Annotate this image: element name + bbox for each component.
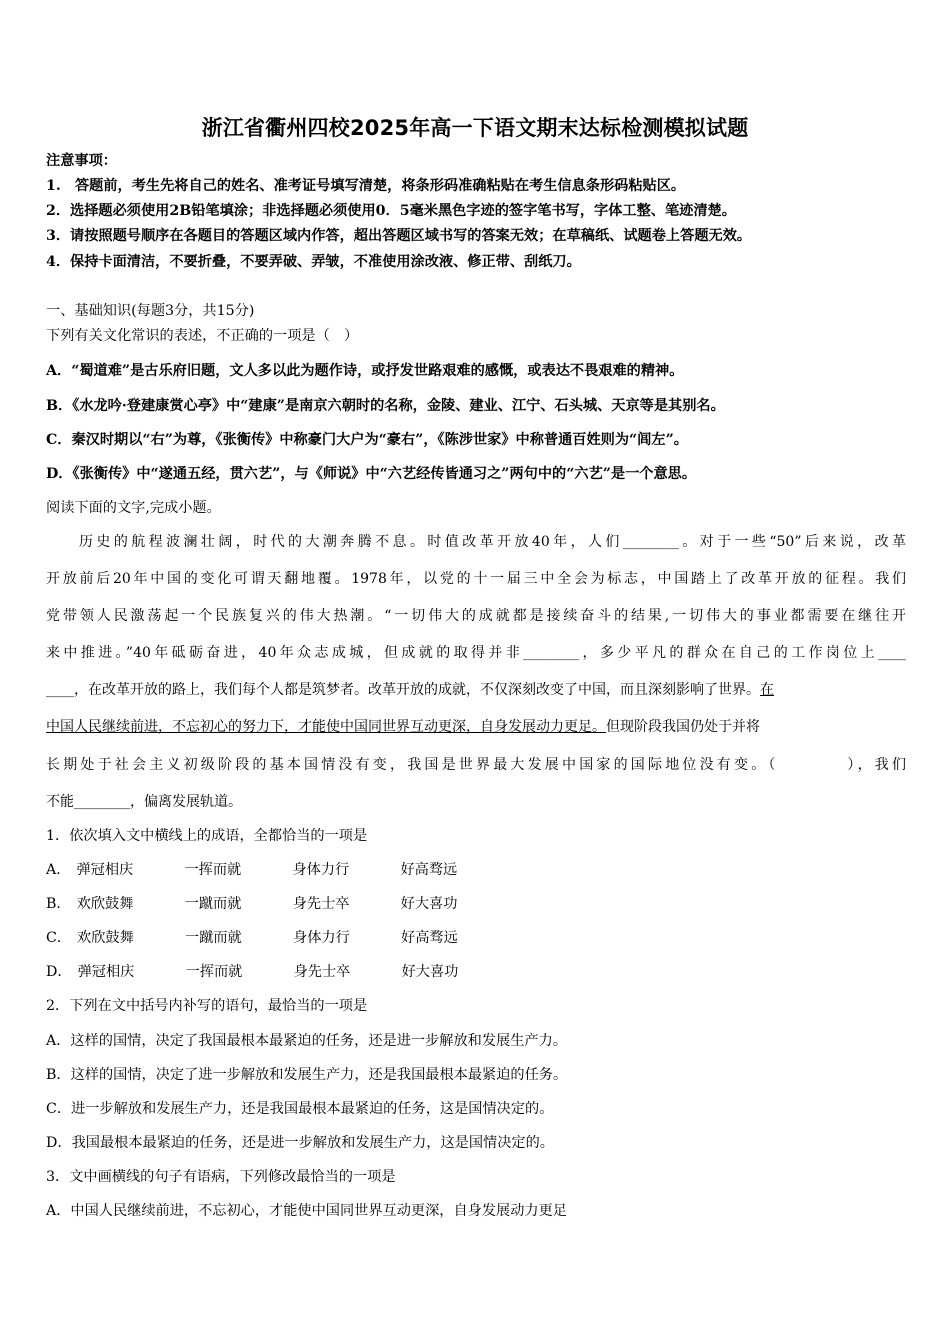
choice-option: C．秦汉时期以“右”为尊，《张衡传》中称豪门大户为“豪右”，《陈涉世家》中称普通百姓则为“闾左”。 [46,432,688,448]
passage-line [46,681,906,699]
option-word: 好高骛远 [401,930,458,946]
option-word: 好高骛远 [400,862,458,878]
choice-option [46,861,508,879]
option-word: 一挥而就 [184,862,242,878]
passage-line: 不能________，偏离发展轨道。 [46,794,242,810]
option-word: 身先士卒 [293,964,351,980]
choice-option: B．《水龙吟·登建康赏心亭》中“建康”是南京六朝时的名称，金陵、建业、江宁、石头城、天京等是其别名。 [46,398,725,414]
notice-heading: 注意事项： [46,153,117,169]
option-word: 欢欣鼓舞 [76,896,134,912]
option-word: 好大喜功 [400,896,458,912]
option-word: 身体力行 [292,862,350,878]
option-label: A． [46,862,71,878]
choice-option: D．我国最根本最紧迫的任务，还是进一步解放和发展生产力，这是国情决定的。 [46,1135,554,1151]
option-word: 一蹴而就 [184,896,242,912]
choice-option [46,895,509,913]
passage-line [46,718,906,736]
passage-line: 党带领人民激荡起一个民族复兴的伟大热潮。“一切伟大的成就都是接续奋斗的结果,一切伟大的事业都需要在继往开 [46,608,906,624]
question-stem: 2．下列在文中括号内补写的语句，最恰当的一项是 [46,998,368,1014]
option-label: C． [46,930,72,946]
section-heading: 一、基础知识(每题3分，共15分) [46,303,255,319]
option-word: 弹冠相庆 [77,964,135,980]
notice-item: 1. 答题前，考生先将自己的姓名、准考证号填写清楚，将条形码准确粘贴在考生信息条形码粘贴区。 [46,178,686,194]
choice-option: A．这样的国情，决定了我国最根本最紧迫的任务，还是进一步解放和发展生产力。 [46,1033,567,1049]
option-word: 欢欣鼓舞 [77,930,134,946]
choice-option: A．中国人民继续前进，不忘初心，才能使中国同世界互动更深，自身发展动力更足 [46,1203,567,1219]
passage-line: 开放前后20年中国的变化可谓天翻地覆。1978年，以党的十一届三中全会为标志，中国踏上了改革开放的征程。我们 [46,571,906,587]
option-word: 一蹴而就 [185,930,242,946]
notice-item: 4．保持卡面清洁，不要折叠，不要弄破、弄皱，不准使用涂改液、修正带、刮纸刀。 [46,254,581,270]
choice-option [46,963,510,981]
notice-item: 2．选择题必须使用2B铅笔填涂；非选择题必须使用0．5毫米黑色字迹的签字笔书写，字体工整、笔迹清楚。 [46,203,736,219]
reading-intro: 阅读下面的文字,完成小题。 [46,500,221,516]
passage-text: 但现阶段我国仍处于并将 [606,719,760,735]
choice-option: A．“蜀道难”是古乐府旧题，文人多以此为题作诗，或抒发世路艰难的感慨，或表达不畏艰难的精神。 [46,363,684,379]
underlined-sentence: 中国人民继续前进，不忘初心的努力下，才能使中国同世界互动更深，自身发展动力更足。 [46,719,606,735]
passage-line: 历史的航程波澜壮阔，时代的大潮奔腾不息。时值改革开放40年，人们________。对于一些“50”后来说，改革 [79,534,906,550]
choice-option [46,929,509,947]
option-word: 身先士卒 [292,896,350,912]
passage-text: ____，在改革开放的路上，我们每个人都是筑梦者。改革开放的成就，不仅深刻改变了中国，而且深刻影响了世界。 [46,682,760,698]
passage-line: 来中推进。”40年砥砺奋进，40年众志成城，但成就的取得并非________，多少平凡的群众在自己的工作岗位上____ [46,645,906,661]
notice-item: 3．请按照题号顺序在各题目的答题区域内作答，超出答题区域书写的答案无效；在草稿纸、试题卷上答题无效。 [46,228,752,244]
underlined-sentence: 在 [760,682,774,698]
option-label: D． [46,964,72,980]
choice-option: B．这样的国情，决定了进一步解放和发展生产力，还是我国最根本最紧迫的任务。 [46,1067,568,1083]
passage-line: 长期处于社会主义初级阶段的基本国情没有变，我国是世界最大发展中国家的国际地位没有变。（ ），我们 [46,757,906,773]
choice-option: C．进一步解放和发展生产力，还是我国最根本最紧迫的任务，这是国情决定的。 [46,1101,554,1117]
option-word: 好大喜功 [401,964,459,980]
choice-option: D．《张衡传》中“遂通五经，贯六艺”，与《师说》中“六艺经传皆通习之”两句中的“六艺”是一个意思。 [46,466,697,482]
option-word: 弹冠相庆 [76,862,134,878]
option-word: 身体力行 [293,930,350,946]
question-stem: 1．依次填入文中横线上的成语，全都恰当的一项是 [46,828,368,844]
question-stem: 3．文中画横线的句子有语病，下列修改最恰当的一项是 [46,1169,396,1185]
option-label: B． [46,896,71,912]
exam-title: 浙江省衢州四校2025年高一下语文期末达标检测模拟试题 [201,116,749,140]
question-stem: 下列有关文化常识的表述，不正确的一项是（ ） [46,328,359,344]
option-word: 一挥而就 [185,964,243,980]
